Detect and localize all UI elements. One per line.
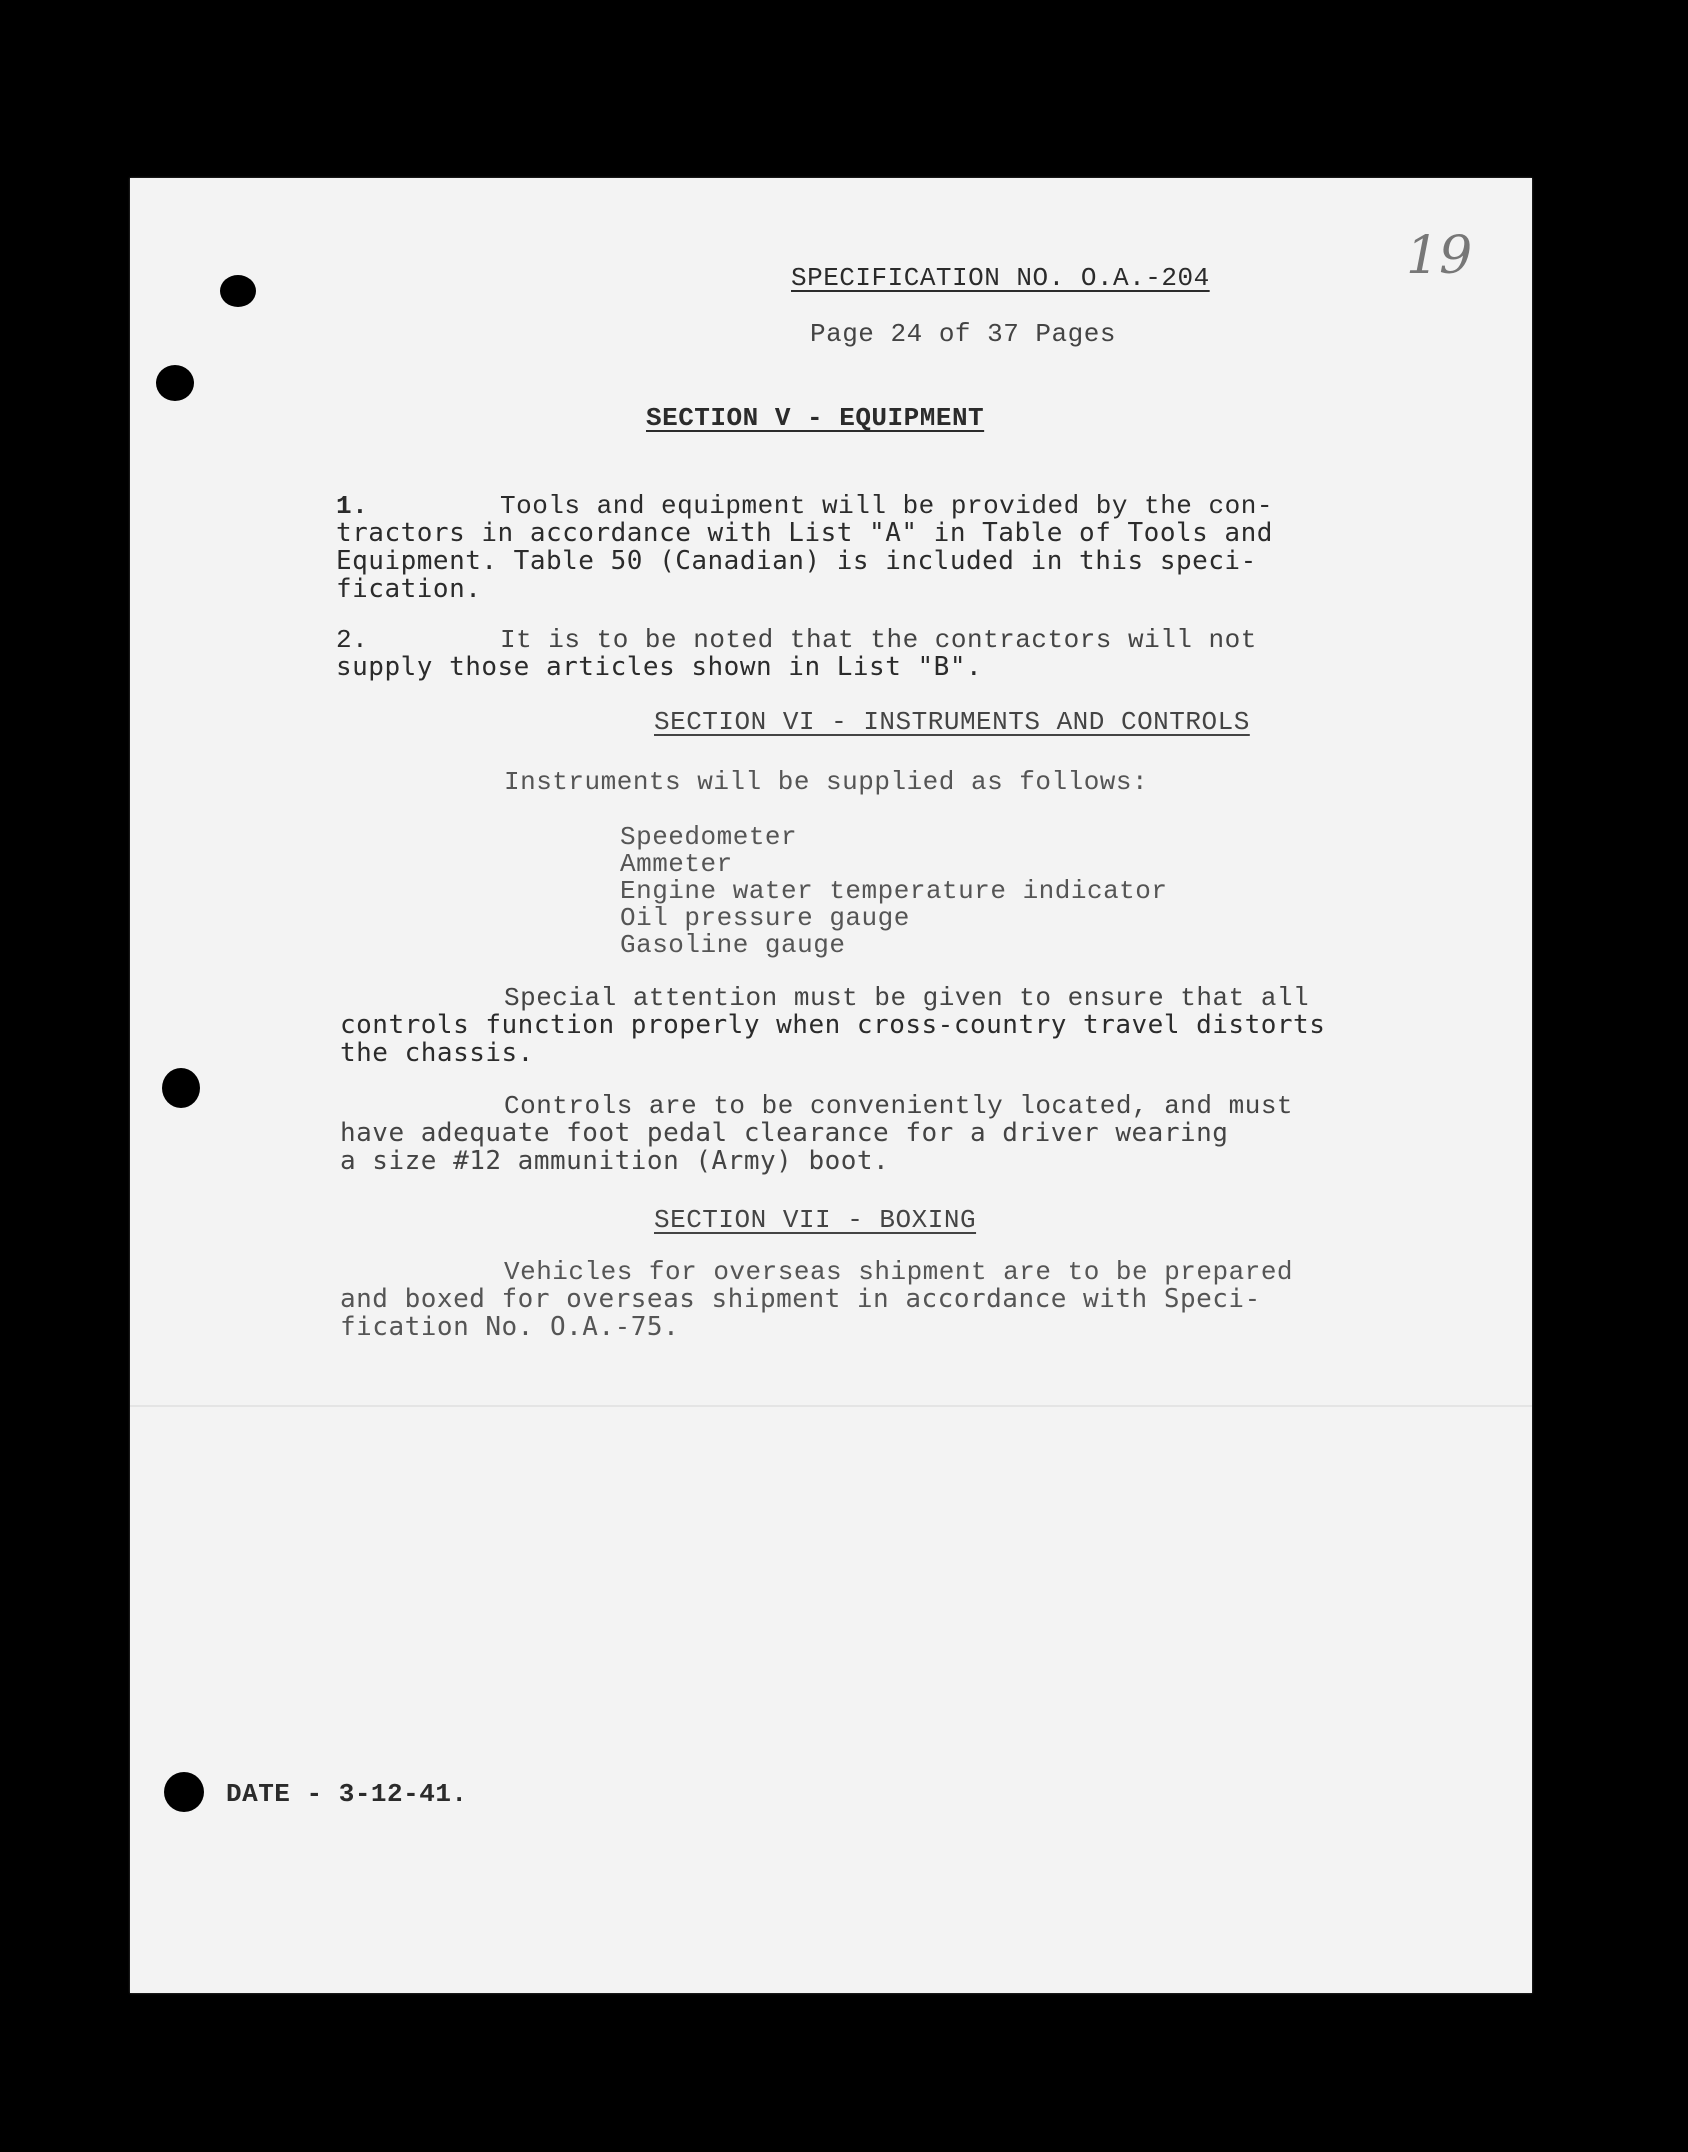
para1-first-line: Tools and equipment will be provided by the con- xyxy=(500,491,1273,521)
document-page xyxy=(130,178,1532,1993)
section-vi-title: SECTION VI - INSTRUMENTS AND CONTROLS xyxy=(654,707,1250,737)
specification-number: SPECIFICATION NO. O.A.-204 xyxy=(791,263,1210,293)
boxing-first-line: Vehicles for overseas shipment are to be prepared xyxy=(504,1257,1294,1287)
attention-first-line: Special attention must be given to ensure that all xyxy=(504,983,1310,1013)
binder-hole-upper xyxy=(156,365,194,401)
controls-first-line: Controls are to be conveniently located, and must xyxy=(504,1091,1294,1121)
para2-body: supply those articles shown in List "B". xyxy=(336,652,983,682)
binder-hole-middle xyxy=(162,1068,200,1108)
list-item: Engine water temperature indicator xyxy=(620,876,1168,906)
binder-hole-top xyxy=(220,275,256,307)
page-fold-line xyxy=(130,1405,1532,1407)
para1-body: tractors in accordance with List "A" in Table of Tools and Equipment. Table 50 (Canadian) is included in this speci- fication. xyxy=(336,518,1273,604)
list-item: Ammeter xyxy=(620,849,733,879)
section-v-title: SECTION V - EQUIPMENT xyxy=(646,403,985,433)
list-item: Gasoline gauge xyxy=(620,930,846,960)
list-item: Oil pressure gauge xyxy=(620,903,910,933)
page-number: Page 24 of 37 Pages xyxy=(810,319,1116,349)
binder-hole-bottom xyxy=(164,1772,204,1812)
instruments-intro: Instruments will be supplied as follows: xyxy=(504,767,1149,797)
boxing-body: and boxed for overseas shipment in accordance with Speci- fication No. O.A.-75. xyxy=(340,1284,1261,1342)
list-item: Speedometer xyxy=(620,822,798,852)
section-vii-title: SECTION VII - BOXING xyxy=(654,1205,977,1235)
attention-body: controls function properly when cross-country travel distorts the chassis. xyxy=(340,1010,1326,1068)
para2-first-line: It is to be noted that the contractors will not xyxy=(500,625,1257,655)
instruments-list xyxy=(620,824,1168,959)
para1-number: 1. xyxy=(336,491,369,521)
controls-body: have adequate foot pedal clearance for a driver wearing a size #12 ammunition (Army) boot. xyxy=(340,1118,1229,1176)
para2-number: 2. xyxy=(336,625,369,655)
handwritten-page-number: 19 xyxy=(1406,226,1473,286)
document-date: DATE - 3-12-41. xyxy=(226,1779,468,1809)
